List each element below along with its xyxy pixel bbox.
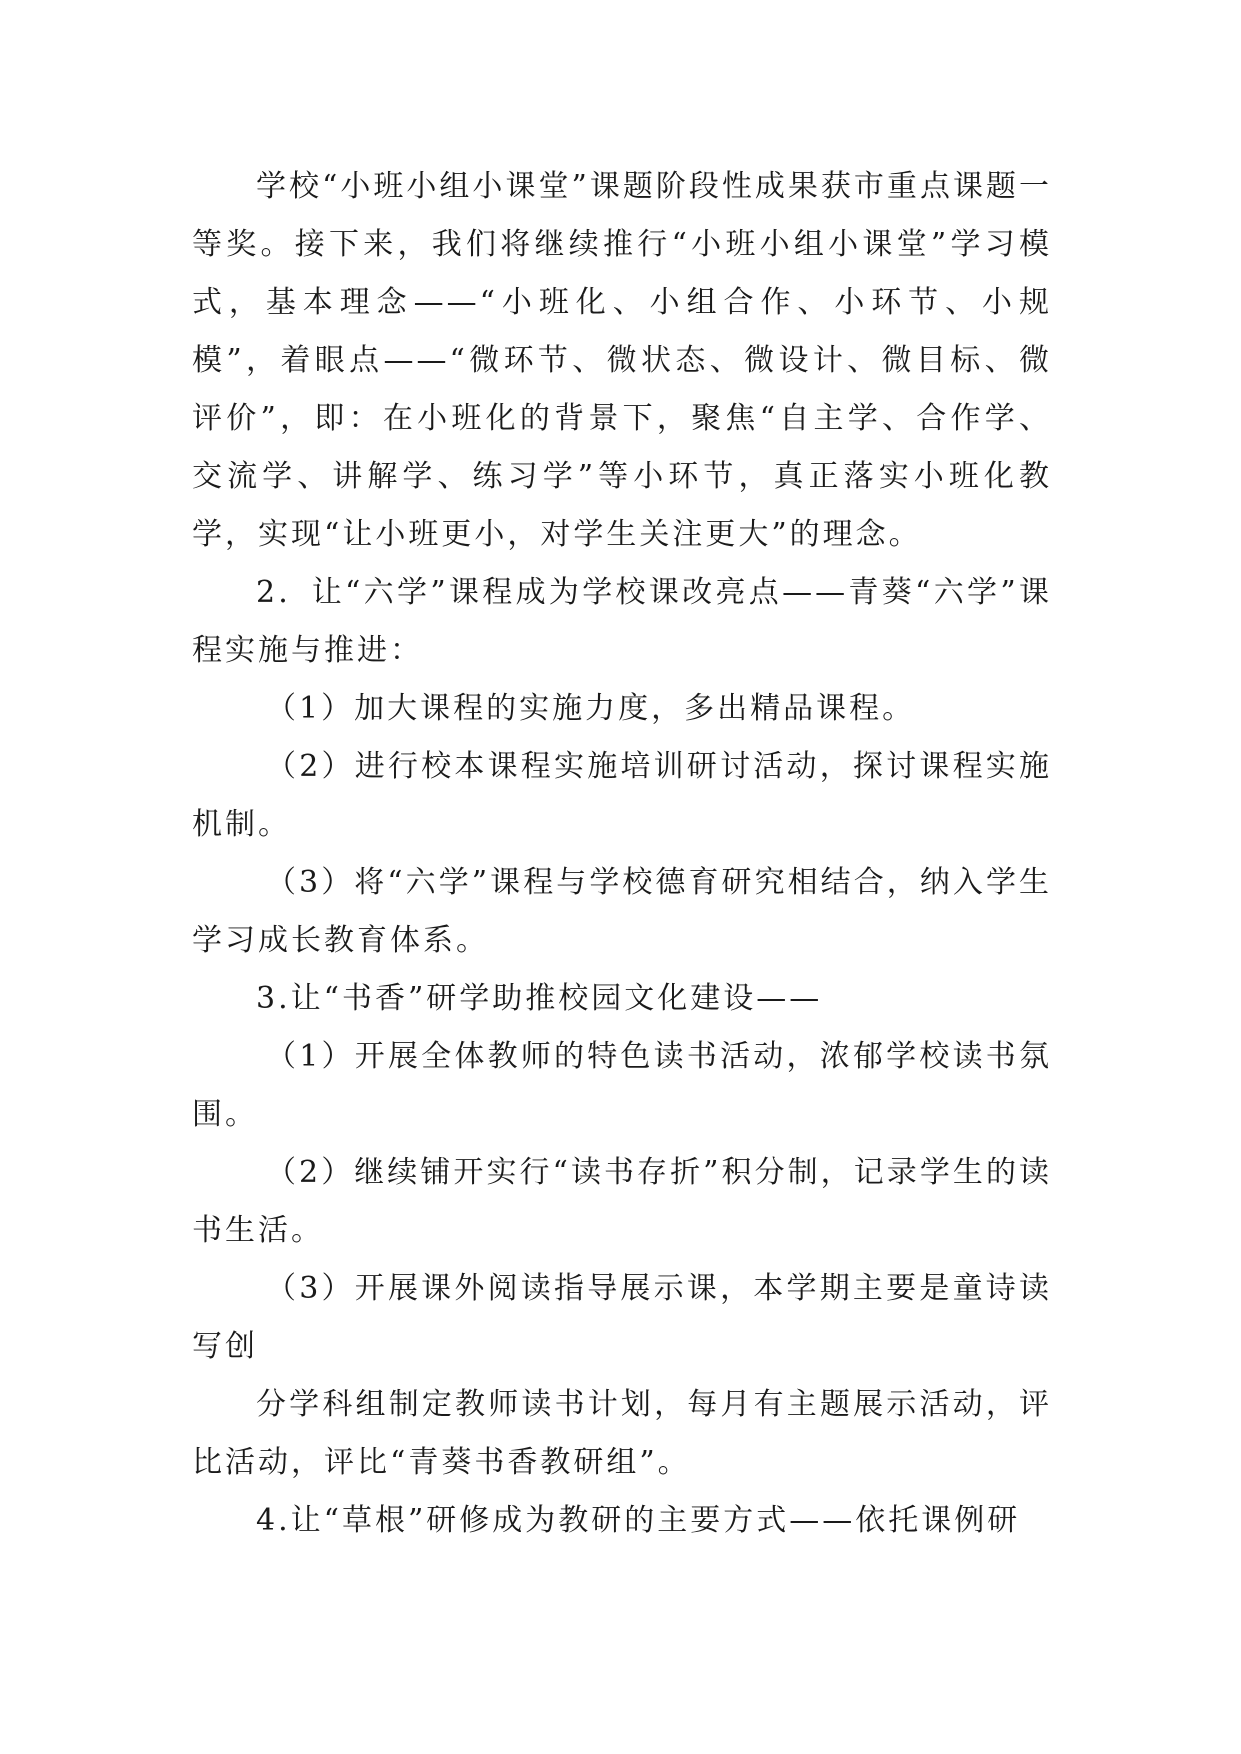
list-item-reading-2: （2）继续铺开实行“读书存折”积分制，记录学生的读书生活。 (192, 1155, 1052, 1248)
document-body (192, 158, 1052, 1550)
list-item-reading-3: （3）开展课外阅读指导展示课，本学期主要是童诗读写创 (192, 1271, 1052, 1364)
paragraph-reading-plan: 分学科组制定教师读书计划，每月有主题展示活动，评比活动，评比“青葵书香教研组”。 (192, 1387, 1052, 1480)
list-item-course-1: （1）加大课程的实施力度，多出精品课程。 (266, 691, 916, 726)
list-item-course-2: （2）进行校本课程实施培训研讨活动，探讨课程实施机制。 (192, 749, 1052, 842)
paragraph-grassroots-research: 4.让“草根”研修成为教研的主要方式——依托课例研 (256, 1503, 1021, 1538)
list-item-course-3: （3）将“六学”课程与学校德育研究相结合，纳入学生学习成长教育体系。 (192, 865, 1052, 958)
paragraph-six-learning-course: 2．让“六学”课程成为学校课改亮点——青葵“六学”课程实施与推进： (192, 575, 1052, 668)
paragraph-project-results: 学校“小班小组小课堂”课题阶段性成果获市重点课题一等奖。接下来，我们将继续推行“小班小组小课堂”学习模式，基本理念——“小班化、小组合作、小环节、小规模”，着眼点——“微环节、微状态、微设计、微目标、微评价”，即：在小班化的背景下，聚焦“自主学、合作学、交流学、讲解学、练习学”等小环节，真正落实小班化教学，实现“让小班更小，对学生关注更大”的理念。 (192, 169, 1052, 552)
paragraph-reading-culture: 3.让“书香”研学助推校园文化建设—— (256, 981, 823, 1016)
list-item-reading-1: （1）开展全体教师的特色读书活动，浓郁学校读书氛围。 (192, 1039, 1052, 1132)
